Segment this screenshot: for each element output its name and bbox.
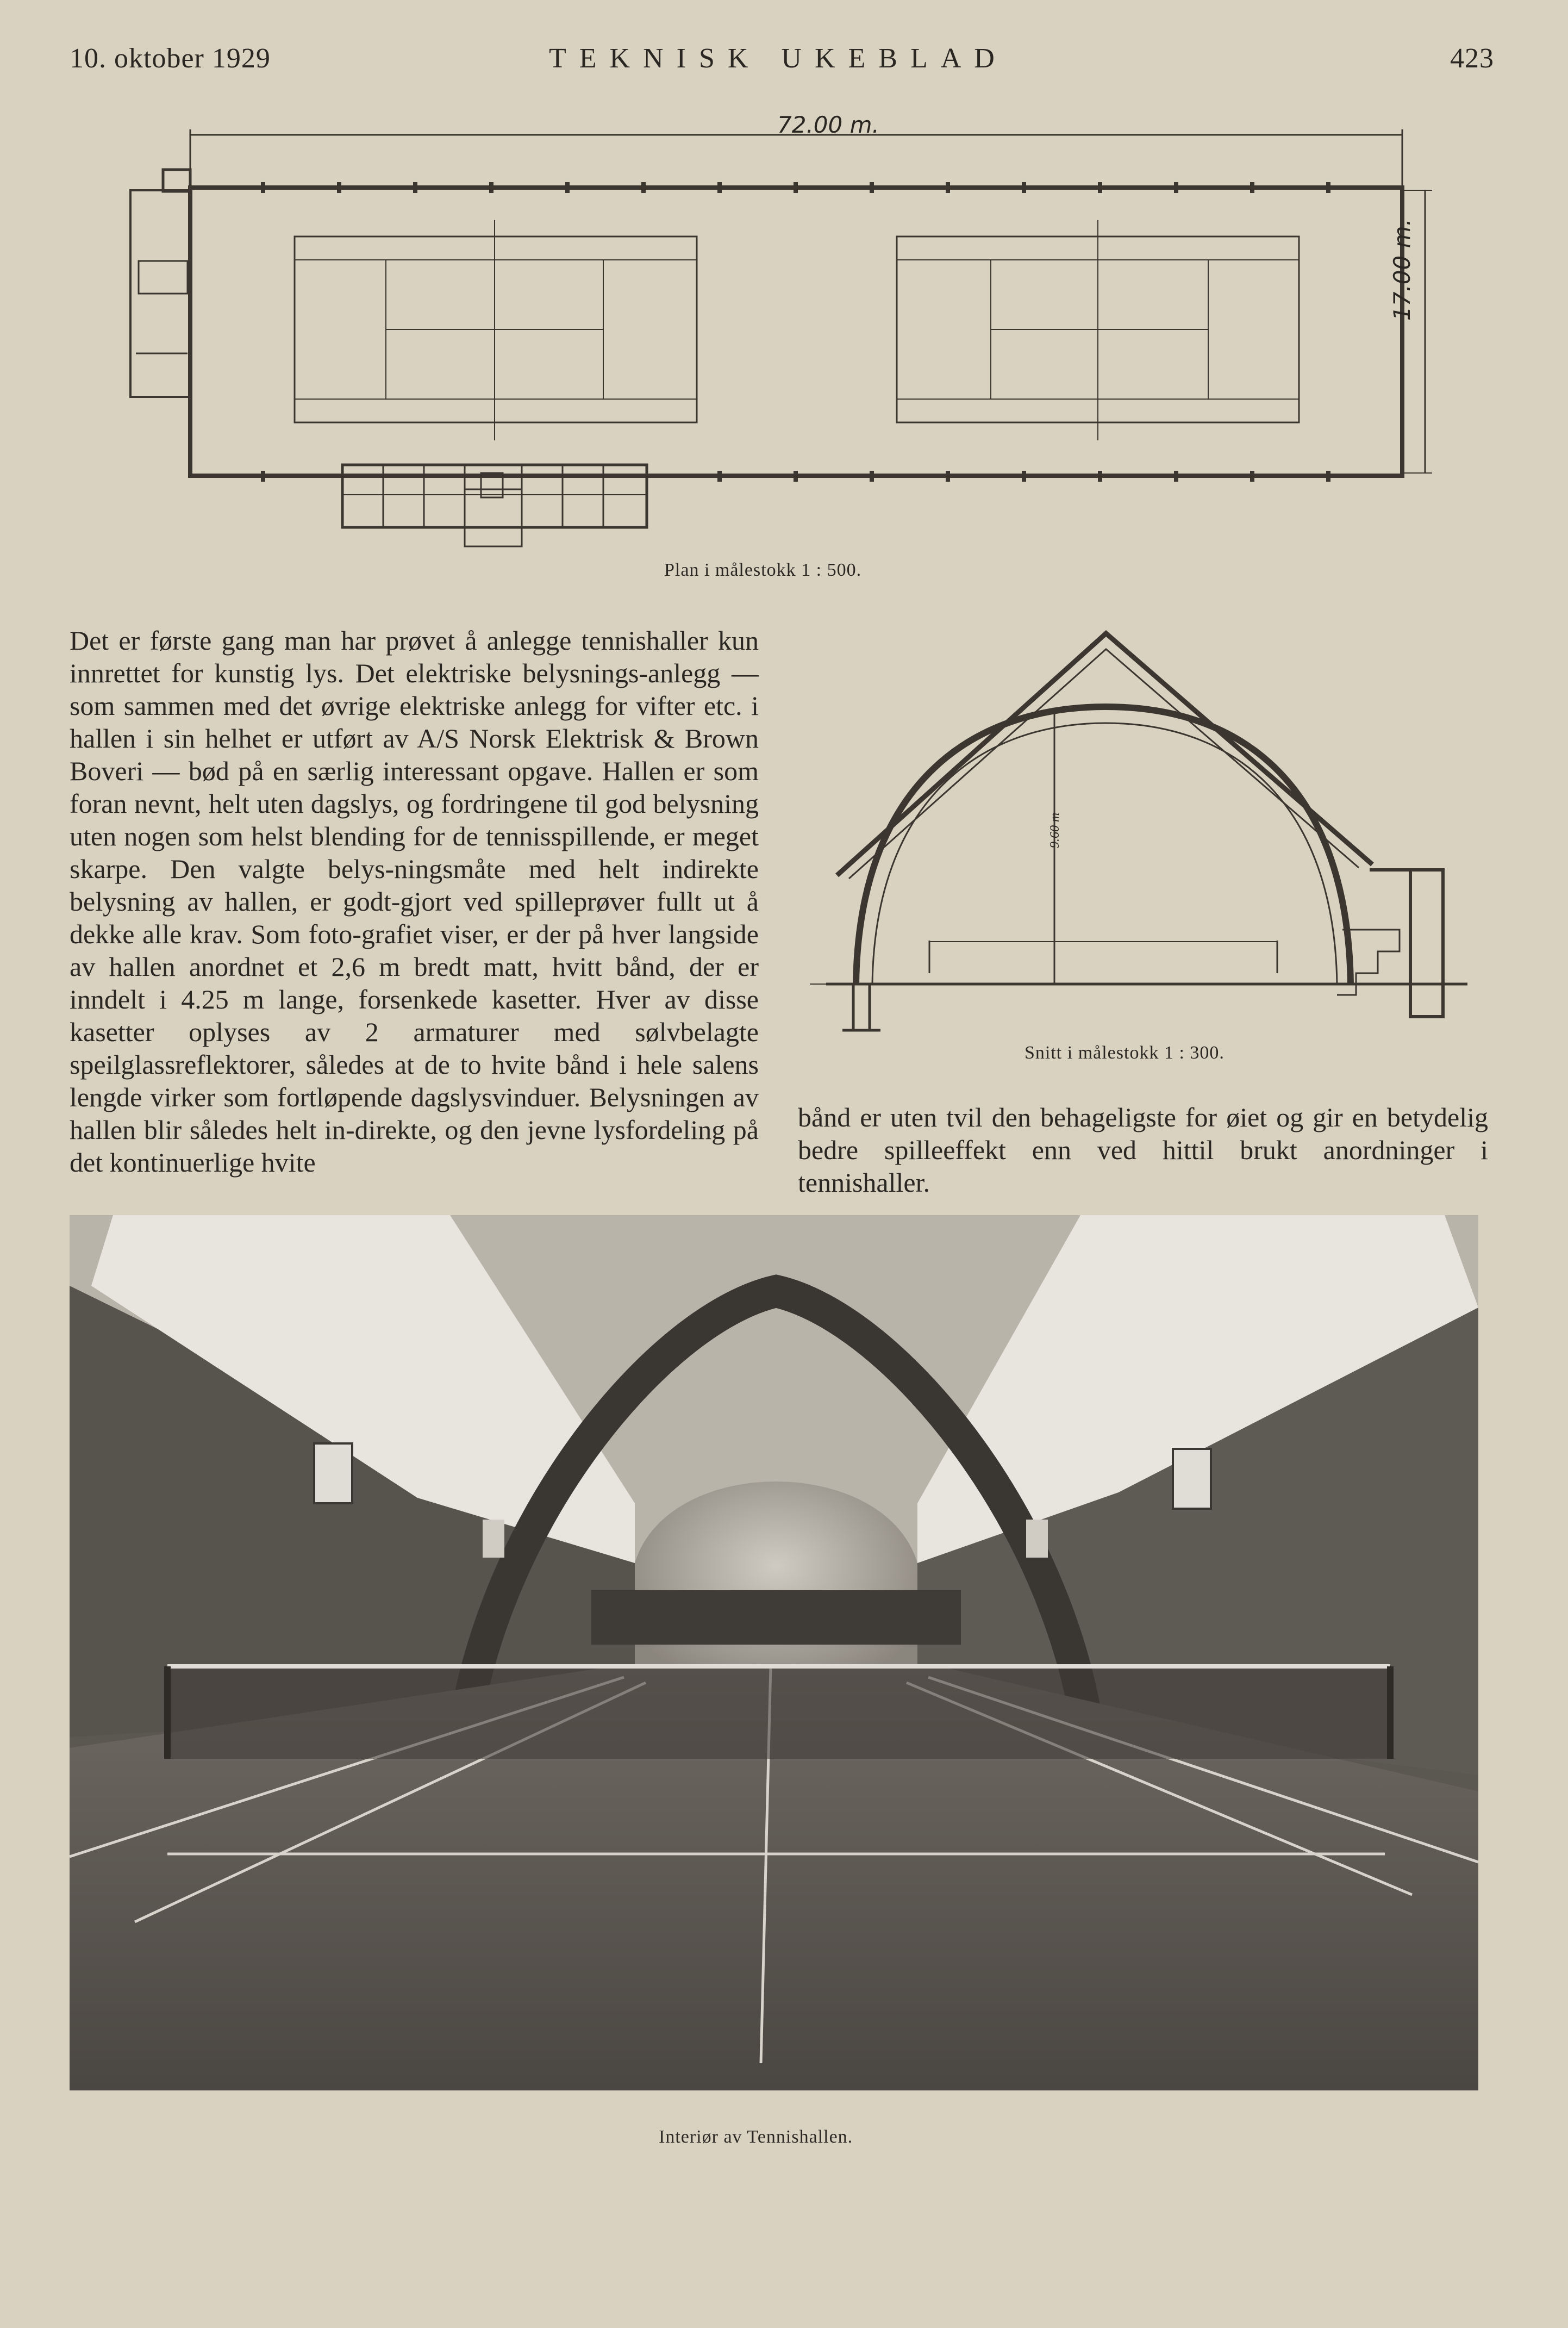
header-journal: TEKNISK UKEBLAD (549, 43, 1008, 74)
header-date: 10. oktober 1929 (70, 43, 271, 74)
section-height-label: 9.60 m (1048, 812, 1062, 848)
photo-rendering (70, 1215, 1478, 2090)
article-right-column: bånd er uten tvil den behageligste for øiet og gir en betydelig bedre spilleeffekt enn ved hittil brukt anordninger i tennishaller. (798, 1102, 1488, 1198)
photo-caption: Interiør av Tennishallen. (659, 2127, 853, 2147)
section-caption: Snitt i målestokk 1 : 300. (1024, 1043, 1225, 1063)
plan-post-marks (261, 182, 1330, 482)
floor-plan-drawing (0, 0, 1568, 587)
plan-width-dimension: 17.00 m. (1389, 219, 1415, 321)
photo-tennis-net (167, 1666, 1390, 1759)
header-page-number: 423 (1450, 43, 1494, 74)
plan-court-right (897, 220, 1299, 440)
article-left-column: Det er første gang man har prøvet å anlegge tennishaller kun innrettet for kunstig lys. Det elektriske belysnings-anlegg — som sammen med det øvrige elektriske anlegg for vifter etc. i hallen i sin helhet er utført av A/S Norsk Elektrisk & Brown Boveri — bød på en særlig interessant opgave. Hallen er som foran nevnt, helt uten dagslys, og fordringene til god belysning uten nogen som helst blending for de tennisspillende, er meget skarpe. Den valgte belys-ningsmåte med helt indirekte belysning av hallen, er godt-gjort ved spilleprøver fullt ut å dekke alle krav. Som foto-grafiet viser, er der på hver langside av hallen anordnet et 2,6 m bredt matt, hvitt bånd, der er inndelt i 4.25 m lange, forsenkede kasetter. Hver av disse kasetter oplyses av 2 armaturer med sølvbelagte speilglassreflektorer, således at de to hvite bånd i hele salens lengde virker som fortløpende dagslysvinduer. Belysningen av hallen blir således helt in-direkte, og den jevne lysfordeling på det kontinuerlige hvite (70, 625, 759, 1178)
plan-length-dimension: 72.00 m. (777, 111, 879, 138)
plan-caption: Plan i målestokk 1 : 500. (664, 560, 862, 580)
section-drawing (799, 625, 1500, 1038)
tennis-hall-photo (70, 1215, 1478, 2090)
plan-court-left (295, 220, 697, 440)
